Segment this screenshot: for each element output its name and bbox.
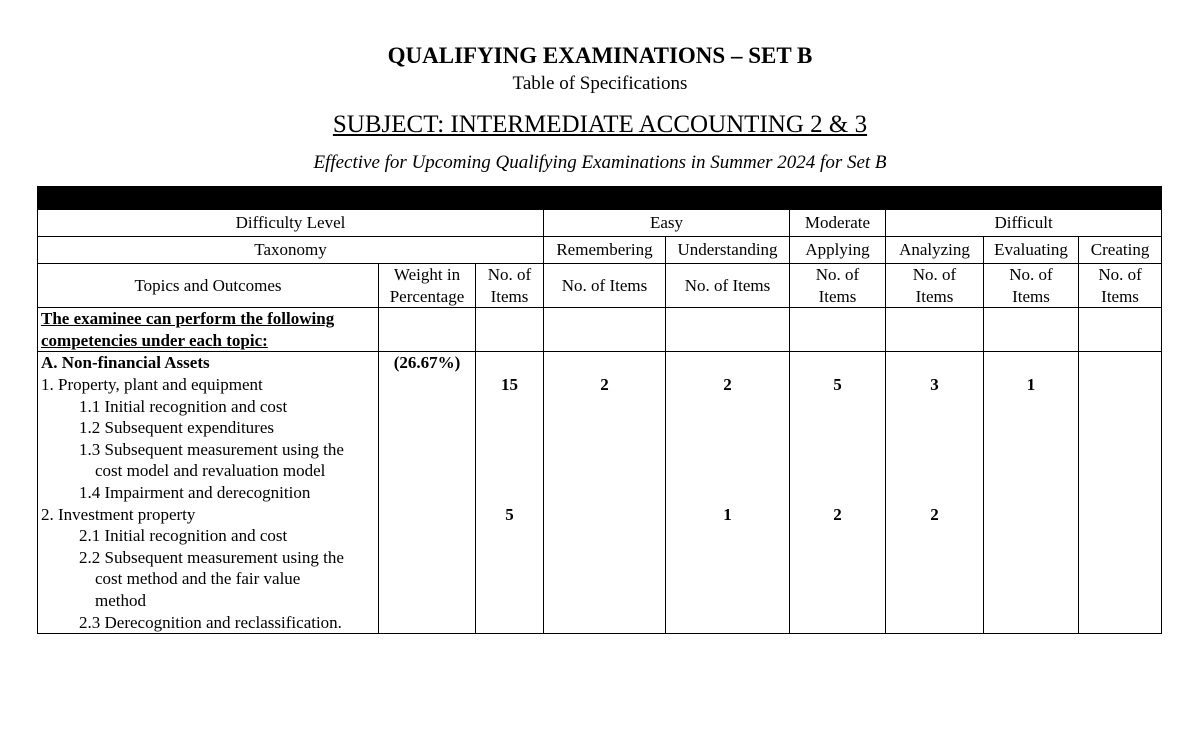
- intro-line2: competencies under each topic:: [41, 330, 268, 350]
- remembering-items-header: No. of Items: [544, 264, 666, 308]
- section-a-title: A. Non-financial Assets: [41, 353, 210, 373]
- subject-heading: SUBJECT: INTERMEDIATE ACCOUNTING 2 & 3: [332, 111, 868, 138]
- topic-2-analyzing: 2: [930, 504, 939, 524]
- topic-2-sub-3: 2.3 Derecognition and reclassification.: [79, 612, 342, 632]
- analyzing-items-header-line2: Items: [915, 286, 954, 306]
- creating-items-header-line1: No. of: [1098, 265, 1142, 284]
- remembering-cell: [544, 352, 666, 634]
- topic-1-sub-4: 1.4 Impairment and derecognition: [79, 482, 311, 502]
- section-a-weight: (26.67%): [393, 353, 461, 373]
- topic-2-understanding: 1: [723, 504, 732, 524]
- analyzing-items-header-line1: No. of: [912, 265, 957, 284]
- items-header: [476, 264, 544, 308]
- section-a-weight-cell: [379, 352, 476, 634]
- weight-header-line1: Weight in: [393, 265, 461, 284]
- topic-2-sub-2-cont-2: method: [95, 590, 146, 610]
- taxonomy-analyzing: Analyzing: [886, 237, 984, 264]
- difficulty-row: [38, 210, 1162, 237]
- topic-1-applying: 5: [833, 374, 842, 394]
- topic-2-sub-2: 2.2 Subsequent measurement using the: [79, 547, 344, 567]
- document-subtitle: Table of Specifications: [512, 73, 688, 94]
- analyzing-items-header: [886, 264, 984, 308]
- analyzing-cell: [886, 352, 984, 634]
- competencies-intro: [38, 308, 379, 352]
- applying-items-header-line1: No. of: [815, 265, 860, 284]
- topic-2-title: 2. Investment property: [41, 504, 196, 524]
- evaluating-items-header-line2: Items: [1012, 286, 1050, 306]
- taxonomy-label: Taxonomy: [38, 237, 544, 264]
- creating-cell: [1079, 352, 1162, 634]
- creating-items-header: [1079, 264, 1162, 308]
- difficulty-difficult: Difficult: [886, 210, 1162, 237]
- creating-items-header-line2: Items: [1101, 286, 1139, 306]
- intro-line1: The examinee can perform the following: [41, 309, 335, 329]
- taxonomy-applying: Applying: [790, 237, 886, 264]
- taxonomy-understanding: Understanding: [666, 237, 790, 264]
- topic-2-applying: 2: [833, 504, 842, 524]
- taxonomy-creating: Creating: [1079, 237, 1162, 264]
- topics-header: Topics and Outcomes: [38, 264, 379, 308]
- column-header-row: [38, 264, 1162, 308]
- intro-row: [38, 308, 1162, 352]
- items-cell: [476, 352, 544, 634]
- items-header-line2: Items: [490, 286, 529, 306]
- topic-1-sub-1: 1.1 Initial recognition and cost: [79, 396, 288, 416]
- effective-note: Effective for Upcoming Qualifying Examinations in Summer 2024 for Set B: [313, 152, 887, 173]
- weight-header-line2: Percentage: [389, 286, 465, 306]
- taxonomy-row: [38, 237, 1162, 264]
- evaluating-cell: [984, 352, 1079, 634]
- topic-1-understanding: 2: [723, 374, 732, 394]
- taxonomy-remembering: Remembering: [544, 237, 666, 264]
- difficulty-easy: Easy: [544, 210, 790, 237]
- topic-1-remembering: 2: [600, 374, 609, 394]
- items-header-line1: No. of: [487, 265, 532, 284]
- section-a-row: [38, 352, 1162, 634]
- evaluating-items-header: [984, 264, 1079, 308]
- topic-2-sub-1: 2.1 Initial recognition and cost: [79, 526, 288, 546]
- topic-1-items: 15: [501, 374, 518, 394]
- document-title: QUALIFYING EXAMINATIONS – SET B: [387, 43, 813, 68]
- understanding-cell: [666, 352, 790, 634]
- applying-items-header-line2: Items: [818, 286, 857, 306]
- applying-items-header: [790, 264, 886, 308]
- topic-1-evaluating: 1: [1026, 374, 1036, 394]
- header-black-bar: [38, 187, 1162, 210]
- taxonomy-evaluating: Evaluating: [984, 237, 1079, 264]
- topic-1-sub-3: 1.3 Subsequent measurement using the: [79, 439, 344, 459]
- evaluating-items-header-line1: No. of: [1009, 265, 1053, 284]
- applying-cell: [790, 352, 886, 634]
- topic-1-title: 1. Property, plant and equipment: [41, 374, 263, 394]
- weight-header: [379, 264, 476, 308]
- topic-1-analyzing: 3: [930, 374, 939, 394]
- difficulty-moderate: Moderate: [790, 210, 886, 237]
- topic-1-sub-3-cont: cost model and revaluation model: [95, 461, 326, 481]
- understanding-items-header: No. of Items: [666, 264, 790, 308]
- specifications-table: [37, 186, 1162, 634]
- section-a-topics: [38, 352, 379, 634]
- topic-1-sub-2: 1.2 Subsequent expenditures: [79, 418, 274, 438]
- topic-2-sub-2-cont: cost method and the fair value: [95, 569, 301, 589]
- difficulty-label: Difficulty Level: [38, 210, 544, 237]
- topic-2-items: 5: [505, 504, 514, 524]
